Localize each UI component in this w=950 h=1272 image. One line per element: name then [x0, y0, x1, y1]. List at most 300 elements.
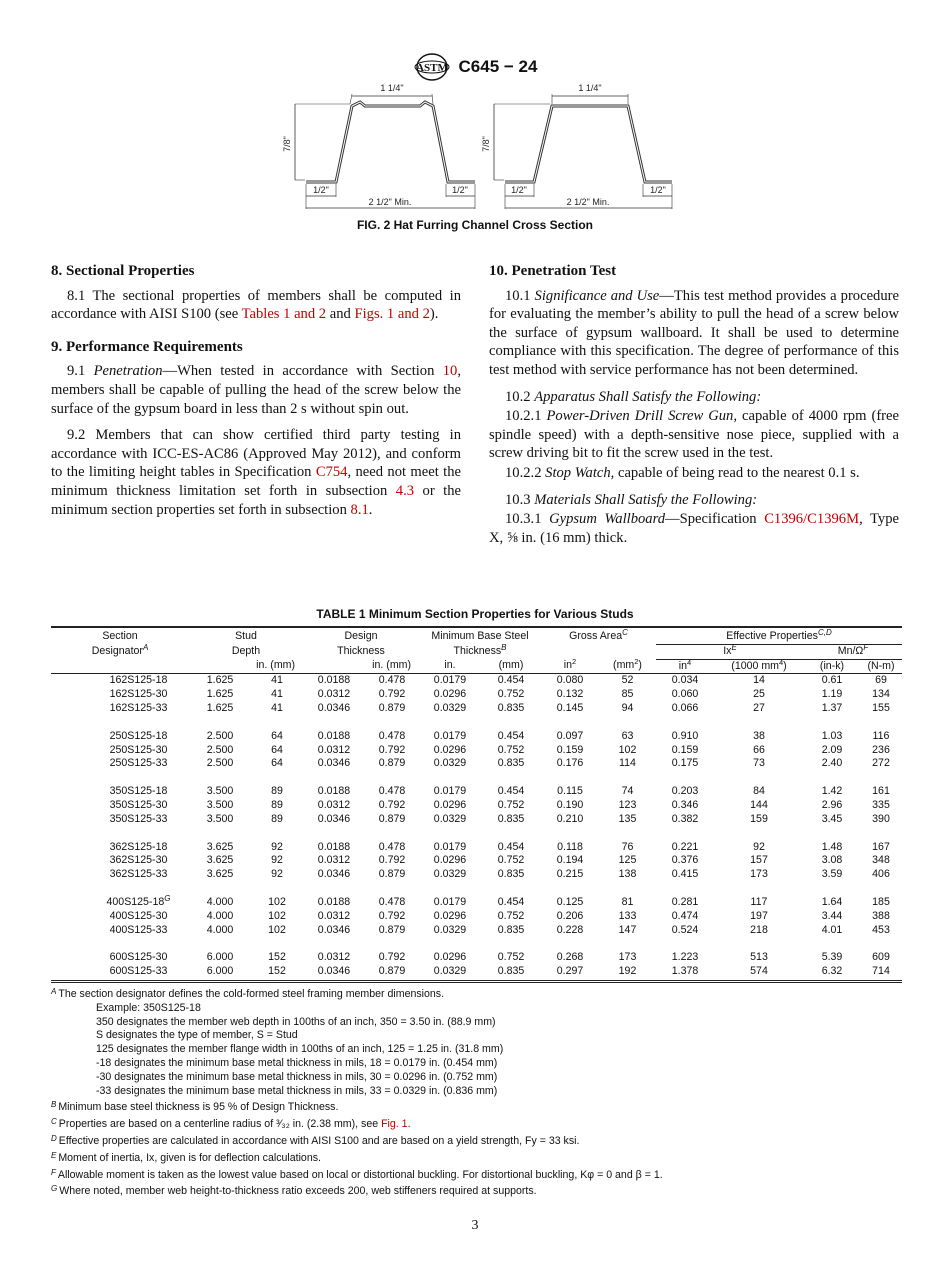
link-8-1[interactable]: 8.1 [350, 501, 369, 518]
cell-area-mm2: 147 [618, 923, 637, 936]
cell-design-mm: 0.792 [378, 798, 406, 811]
table-row [51, 757, 902, 771]
cell-depth-mm: 152 [268, 951, 286, 964]
cell-area-in2: 0.194 [556, 854, 584, 867]
header-design: Design [303, 627, 419, 644]
cell-design-in: 0.0346 [317, 701, 351, 714]
header-stud-units: in. (mm) [189, 659, 303, 674]
table-row [51, 854, 902, 868]
cell-depth-in: 3.625 [206, 868, 234, 881]
cell-area-in2: 0.176 [556, 757, 584, 770]
cell-depth-mm: 92 [271, 840, 283, 853]
cell-ix-in4: 0.415 [671, 868, 699, 881]
link-tables-1-2[interactable]: Tables 1 and 2 [241, 306, 327, 323]
cell-mn-ink: 1.48 [821, 840, 843, 853]
cell-mn-ink: 3.59 [821, 868, 843, 881]
footnote-a-line: -30 designates the minimum base metal thickness in mils, 30 = 0.0296 in. (0.752 mm) [96, 1070, 498, 1083]
paragraph-10-2-1: 10.2.1 Power-Driven Drill Screw Gun, capable of 4000 rpm (free spindle speed) with a depth-sensitive nose piece, supplied with a screw driving bit to fit the screw used in the test. [489, 408, 899, 462]
cell-area-in2: 0.190 [556, 798, 584, 811]
group-spacer [51, 937, 902, 951]
cell-design-in: 0.0312 [317, 854, 351, 867]
cell-design-mm: 0.478 [378, 785, 406, 798]
cell-min-in: 0.0329 [433, 868, 467, 881]
cell-designator: 400S125-33 [109, 923, 168, 936]
cell-depth-in: 4.000 [206, 923, 234, 936]
footnote-a-line: 350 designates the member web depth in 100ths of an inch, 350 = 3.50 in. (88.9 mm) [96, 1015, 496, 1028]
cell-depth-in: 1.625 [206, 701, 234, 714]
cell-depth-mm: 92 [271, 868, 283, 881]
cell-designator: 400S125-30 [109, 909, 168, 922]
cell-min-in: 0.0296 [433, 688, 467, 701]
dim-flange-left: 1/2" [511, 185, 527, 195]
header-design-units: in. (mm) [303, 659, 419, 674]
cell-area-in2: 0.118 [557, 840, 583, 853]
cell-ix-in4: 0.034 [671, 674, 699, 687]
section-8-heading: 8. Sectional Properties [51, 263, 195, 279]
cell-ix-mm4: 66 [753, 743, 765, 756]
cell-depth-in: 2.500 [206, 757, 234, 770]
cell-design-in: 0.0346 [317, 757, 351, 770]
cell-design-in: 0.0188 [317, 840, 351, 853]
cell-mn-ink: 0.61 [821, 674, 843, 687]
header-thickness: Thickness [337, 644, 385, 657]
cell-design-mm: 0.792 [378, 951, 406, 964]
cell-area-mm2: 52 [621, 674, 634, 687]
paragraph-9-1: 9.1 Penetration—When tested in accordance with Section 10, members shall be capable of pulling the head of the screw below the surface of the gypsum board in less than 2 s without spin out. [51, 363, 461, 417]
cell-mn-ink: 2.40 [821, 757, 843, 770]
cell-area-mm2: 81 [621, 895, 634, 908]
cell-min-mm: 0.835 [497, 701, 525, 714]
cell-area-in2: 0.228 [556, 923, 584, 936]
cell-ix-in4: 0.910 [671, 729, 699, 742]
cell-area-mm2: 85 [621, 688, 634, 701]
cell-area-in2: 0.215 [556, 868, 584, 881]
cell-design-mm: 0.792 [378, 688, 406, 701]
dim-top-width: 1 1/4" [380, 83, 404, 93]
cell-min-in: 0.0329 [433, 923, 467, 936]
cell-min-in: 0.0296 [433, 798, 467, 811]
cell-min-mm: 0.835 [497, 757, 525, 770]
section-properties-table [51, 626, 902, 983]
cell-depth-in: 6.000 [206, 951, 234, 964]
header-ix-mm4: (1000 $mm^4$) [714, 659, 804, 674]
cell-depth-mm: 64 [271, 757, 283, 770]
cell-min-in: 0.0179 [433, 674, 467, 687]
group-spacer [51, 882, 902, 896]
footnote-g: $^G$ Where noted, member web height-to-thickness ratio exceeds 200, web stiffeners required at supports. [51, 1184, 537, 1198]
cell-mn-nm: 69 [875, 674, 887, 687]
astm-logo-icon [413, 52, 451, 82]
header-mn-nm: (N-m) [860, 659, 902, 674]
table-row [51, 674, 902, 688]
header-effective: Effective Properties$^{C,D}$ [656, 627, 902, 644]
cell-ix-in4: 0.066 [671, 701, 699, 714]
cell-mn-ink: 3.45 [821, 812, 843, 825]
paragraph-10-3-1: 10.3.1 Gypsum Wallboard—Specification C1396/C1396M, Type X, ⅝ in. (16 mm) thick. [489, 511, 899, 546]
cell-ix-in4: 1.378 [656, 965, 714, 981]
dim-flange-right: 1/2" [452, 185, 468, 195]
cell-mn-nm: 155 [872, 701, 890, 714]
table-row [51, 910, 902, 924]
cell-area-mm2: 94 [621, 701, 634, 714]
cell-design-mm: 0.792 [378, 743, 406, 756]
cell-designator: 350S125-18 [109, 785, 168, 798]
cell-designator: 362S125-33 [109, 868, 168, 881]
dim-height: 7/8" [282, 136, 292, 152]
cell-depth-mm: 102 [268, 895, 286, 908]
footnote-c: $^C$ Properties are based on a centerline radius of ³⁄₃₂ in. (2.38 mm), see Fig. 1. [51, 1117, 411, 1131]
table-footnotes [51, 985, 911, 1199]
cell-ix-mm4: 197 [750, 909, 768, 922]
cell-area-mm2: 192 [599, 965, 656, 981]
svg-text:ASTM: ASTM [415, 62, 448, 74]
cell-designator: 350S125-33 [109, 812, 168, 825]
cell-ix-in4: 1.223 [671, 951, 699, 964]
cell-min-mm: 0.752 [497, 798, 525, 811]
table-title: TABLE 1 Minimum Section Properties for Various Studs [316, 607, 634, 621]
cell-ix-in4: 0.175 [671, 757, 699, 770]
cell-mn-ink: 1.03 [821, 729, 843, 742]
cell-mn-nm: 236 [872, 743, 890, 756]
footnote-b: $^B$ Minimum base steel thickness is 95 % of Design Thickness. [51, 1100, 339, 1114]
cell-depth-in: 6.000 [189, 965, 251, 981]
cell-mn-nm: 406 [872, 868, 890, 881]
cell-design-in: 0.0188 [317, 785, 351, 798]
header-mn: Mn/Ω$^F$ [804, 644, 902, 659]
cell-depth-in: 1.625 [206, 674, 234, 687]
cell-ix-mm4: 14 [753, 674, 765, 687]
paragraph-10-1: 10.1 Significance and Use—This test method provides a procedure for evaluating the member’s ability to pull the head of a screw below the surface of gypsum wallboard. It shall be used to determine compliance with this specification. The degree of performance of this test method with service performance has not been determined. [489, 287, 899, 378]
cell-ix-mm4: 574 [714, 965, 804, 981]
cell-area-in2: 0.206 [556, 909, 584, 922]
dim-flange-left: 1/2" [313, 185, 329, 195]
cell-design-mm: 0.879 [378, 757, 406, 770]
link-figs-1-2[interactable]: Figs. 1 and 2 [354, 306, 430, 323]
cell-area-mm2: 173 [618, 951, 637, 964]
cell-mn-nm: 167 [872, 840, 890, 853]
header-depth: Depth [231, 644, 261, 657]
table-row [51, 744, 902, 758]
cell-min-in: 0.0329 [433, 701, 467, 714]
cell-designator: 400S125-18$^G$ [106, 893, 171, 908]
cell-min-in: 0.0296 [433, 743, 467, 756]
cell-min-mm: 0.752 [497, 854, 525, 867]
cell-ix-in4: 0.474 [671, 909, 699, 922]
cell-area-in2: 0.297 [541, 965, 599, 981]
cell-design-in: 0.0346 [317, 868, 351, 881]
cell-design-in: 0.0312 [317, 743, 351, 756]
cell-depth-mm: 89 [271, 812, 283, 825]
table-row [51, 868, 902, 882]
cell-design-mm: 0.879 [365, 965, 419, 981]
cell-designator: 162S125-30 [109, 688, 168, 701]
cell-ix-in4: 0.221 [671, 840, 699, 853]
dim-base-width: 2 1/2" Min. [566, 197, 610, 207]
cell-min-mm: 0.752 [497, 951, 525, 964]
section-10-heading: 10. Penetration Test [489, 263, 617, 279]
cell-area-mm2: 133 [618, 909, 637, 922]
figure-caption: FIG. 2 Hat Furring Channel Cross Section [356, 218, 594, 232]
link-fig-1[interactable]: Fig. 1 [381, 1118, 408, 1131]
cell-ix-mm4: 92 [753, 840, 765, 853]
header-section: Section [51, 627, 189, 644]
cell-mn-nm: 116 [872, 729, 890, 742]
cell-ix-in4: 0.281 [671, 895, 699, 908]
group-spacer [51, 771, 902, 785]
cell-min-in: 0.0179 [433, 840, 467, 853]
cell-min-in: 0.0329 [419, 965, 481, 981]
cell-ix-in4: 0.159 [671, 743, 699, 756]
header-area-mm2: $(mm^2)$ [599, 659, 656, 674]
cell-ix-in4: 0.524 [671, 923, 699, 936]
cell-depth-in: 3.625 [206, 840, 234, 853]
cell-designator: 600S125-30 [109, 951, 168, 964]
header-designator: Designator$^A$ [91, 642, 149, 657]
cell-design-in: 0.0188 [317, 674, 351, 687]
cell-area-in2: 0.145 [556, 701, 584, 714]
cell-area-in2: 0.159 [556, 743, 584, 756]
link-c1396[interactable]: C1396/C1396M [764, 511, 860, 528]
header-stud: Stud [189, 627, 303, 644]
cell-design-in: 0.0312 [317, 951, 351, 964]
cell-design-mm: 0.792 [378, 909, 406, 922]
cell-design-mm: 0.478 [378, 840, 406, 853]
cell-min-mm: 0.835 [497, 812, 525, 825]
cell-min-mm: 0.835 [497, 923, 525, 936]
cell-designator: 350S125-30 [109, 798, 168, 811]
cell-mn-nm: 388 [872, 909, 890, 922]
paragraph-8-1: 8.1 The sectional properties of members shall be computed in accordance with AISI S100 (see Tables 1 and 2 and Figs. 1 and 2). [51, 287, 461, 323]
cell-mn-nm: 161 [872, 785, 890, 798]
header-min-mm: (mm) [481, 659, 541, 674]
cell-design-in: 0.0346 [317, 812, 351, 825]
cell-ix-in4: 0.382 [671, 812, 699, 825]
cell-design-mm: 0.478 [378, 729, 406, 742]
footnote-a-line: S designates the type of member, S = Stud [96, 1029, 298, 1042]
cell-area-mm2: 76 [621, 840, 634, 853]
cell-ix-mm4: 117 [750, 895, 768, 908]
cell-min-in: 0.0329 [433, 757, 467, 770]
cell-area-in2: 0.125 [556, 895, 584, 908]
cell-depth-in: 3.500 [206, 785, 234, 798]
cell-design-in: 0.0312 [317, 798, 351, 811]
cell-ix-mm4: 27 [753, 701, 765, 714]
cell-min-mm: 0.752 [497, 743, 525, 756]
cell-design-mm: 0.879 [378, 701, 406, 714]
table-row [51, 841, 902, 855]
cell-mn-ink: 2.09 [821, 743, 843, 756]
cell-designator: 250S125-18 [109, 729, 168, 742]
cell-ix-mm4: 157 [750, 854, 768, 867]
cell-design-in: 0.0188 [317, 729, 351, 742]
cell-mn-ink: 6.32 [804, 965, 860, 981]
cell-designator: 250S125-30 [109, 743, 168, 756]
cell-min-mm: 0.454 [497, 895, 525, 908]
cell-ix-mm4: 144 [750, 798, 768, 811]
cell-mn-ink: 2.96 [821, 798, 843, 811]
document-id: C645 − 24 [458, 57, 538, 76]
cell-designator: 600S125-33 [51, 965, 189, 981]
link-4-3[interactable]: 4.3 [395, 482, 415, 499]
header-area-in2: $in^2$ [541, 659, 599, 674]
cell-area-mm2: 125 [618, 854, 637, 867]
cell-min-in: 0.0329 [433, 812, 467, 825]
cell-area-mm2: 63 [621, 729, 634, 742]
cell-ix-mm4: 159 [750, 812, 768, 825]
cell-ix-in4: 0.060 [671, 688, 699, 701]
cell-depth-in: 3.500 [206, 798, 234, 811]
table-row [51, 813, 902, 827]
cell-depth-mm: 102 [268, 909, 286, 922]
footnote-a-line: -33 designates the minimum base metal thickness in mils, 33 = 0.0329 in. (0.836 mm) [96, 1084, 498, 1097]
cell-mn-nm: 185 [872, 895, 890, 908]
paragraph-10-2-2: 10.2.2 Stop Watch, capable of being read to the nearest 0.1 s. [505, 464, 860, 481]
cell-min-mm: 0.752 [497, 688, 525, 701]
paragraph-10-2: 10.2 Apparatus Shall Satisfy the Following: [505, 388, 762, 405]
header-min-base: Minimum Base Steel [419, 627, 541, 644]
cell-mn-nm: 272 [872, 757, 890, 770]
table-row [51, 785, 902, 799]
cell-mn-nm: 453 [872, 923, 890, 936]
cell-area-mm2: 138 [618, 868, 637, 881]
header-ix: Ix$^E$ [656, 644, 804, 659]
cell-depth-mm: 92 [271, 854, 283, 867]
cell-designator: 162S125-33 [109, 701, 168, 714]
cell-mn-ink: 1.19 [821, 688, 843, 701]
cell-mn-ink: 5.39 [821, 951, 843, 964]
left-column [51, 262, 461, 527]
cell-ix-mm4: 73 [753, 757, 765, 770]
cell-mn-nm: 348 [872, 854, 890, 867]
cell-area-in2: 0.132 [556, 688, 584, 701]
cell-min-mm: 0.835 [481, 965, 541, 981]
cell-depth-mm: 41 [271, 688, 283, 701]
cell-mn-ink: 1.42 [821, 785, 843, 798]
cell-min-mm: 0.454 [497, 785, 525, 798]
cell-min-in: 0.0296 [433, 951, 467, 964]
cell-min-in: 0.0179 [433, 729, 467, 742]
cell-depth-in: 1.625 [206, 688, 234, 701]
cell-depth-mm: 102 [268, 923, 286, 936]
hat-channel-figure [270, 83, 690, 217]
table-row [51, 702, 902, 716]
cell-design-in: 0.0188 [317, 895, 351, 908]
cell-min-mm: 0.454 [497, 729, 525, 742]
cell-design-mm: 0.879 [378, 868, 406, 881]
cell-depth-in: 4.000 [206, 909, 234, 922]
paragraph-10-3: 10.3 Materials Shall Satisfy the Following: [505, 491, 758, 508]
cell-area-mm2: 135 [618, 812, 637, 825]
group-spacer [51, 716, 902, 730]
dim-flange-right: 1/2" [650, 185, 666, 195]
cell-ix-in4: 0.346 [671, 798, 699, 811]
cell-design-mm: 0.879 [378, 812, 406, 825]
cell-design-in: 0.0346 [303, 965, 365, 981]
cell-area-in2: 0.210 [556, 812, 584, 825]
footnote-e: $^E$ Moment of inertia, Ix, given is for deflection calculations. [51, 1150, 321, 1164]
cell-depth-in: 2.500 [206, 729, 234, 742]
table-row [51, 896, 902, 910]
cell-min-in: 0.0296 [433, 854, 467, 867]
footnote-a-line: 125 designates the member flange width in 100ths of an inch, 125 = 1.25 in. (31.8 mm) [96, 1043, 504, 1056]
cell-depth-mm: 41 [271, 674, 283, 687]
table-row [51, 951, 902, 965]
cell-depth-in: 2.500 [206, 743, 234, 756]
table-row [51, 688, 902, 702]
cell-depth-mm: 64 [271, 729, 283, 742]
section-9-heading: 9. Performance Requirements [51, 338, 243, 355]
cell-mn-nm: 335 [872, 798, 890, 811]
paragraph-9-2: 9.2 Members that can show certified third party testing in accordance with ICC-ES-AC86 (Approved May 2012), and conform to the limiting height tables in Specification C754, need not meet the minimum thickness limitation set forth in subsection 4.3 or the minimum section properties set forth in subsection 8.1. [51, 427, 461, 518]
right-column [489, 262, 899, 555]
cell-depth-mm: 89 [271, 798, 283, 811]
cell-mn-nm: 390 [872, 812, 890, 825]
cell-ix-in4: 0.203 [671, 785, 699, 798]
table-row [51, 965, 902, 981]
cell-depth-in: 3.625 [206, 854, 234, 867]
dim-height: 7/8" [481, 136, 491, 152]
link-c754[interactable]: C754 [315, 464, 348, 481]
cell-min-mm: 0.454 [497, 674, 525, 687]
footnote-a: $^A$ The section designator defines the cold-formed steel framing member dimensions. [51, 987, 445, 1000]
cell-mn-nm: 609 [872, 951, 890, 964]
cell-mn-ink: 1.37 [821, 701, 843, 714]
cell-ix-mm4: 38 [753, 729, 765, 742]
cell-depth-mm: 89 [271, 785, 283, 798]
cell-design-mm: 0.478 [378, 674, 406, 687]
cell-depth-mm: 64 [271, 743, 283, 756]
cell-ix-mm4: 218 [750, 923, 768, 936]
header-min-in: in. [419, 659, 481, 674]
cell-min-mm: 0.454 [497, 840, 525, 853]
cell-min-in: 0.0179 [433, 785, 467, 798]
footnote-d: $^D$ Effective properties are calculated in accordance with AISI S100 and are based on a yield strength, Fy = 33 ksi. [51, 1133, 580, 1147]
cell-ix-mm4: 84 [753, 785, 765, 798]
cell-area-in2: 0.115 [557, 785, 583, 798]
cell-area-mm2: 123 [618, 798, 637, 811]
footnote-a-line: Example: 350S125-18 [96, 1001, 201, 1014]
cell-design-mm: 0.879 [378, 923, 406, 936]
dim-base-width: 2 1/2" Min. [368, 197, 412, 207]
link-section-10[interactable]: 10 [442, 363, 458, 380]
page-number: 3 [471, 1218, 479, 1233]
cell-design-in: 0.0312 [317, 688, 351, 701]
cell-design-in: 0.0346 [317, 923, 351, 936]
cell-area-in2: 0.080 [556, 674, 584, 687]
footnote-f: $^F$ Allowable moment is taken as the lowest value based on local or distortional buckling. For distortional buckling, Kφ = 0 and β = 1. [51, 1167, 663, 1181]
cell-area-in2: 0.097 [556, 729, 584, 742]
cell-designator: 362S125-30 [109, 854, 168, 867]
cell-min-in: 0.0179 [433, 895, 467, 908]
cell-min-mm: 0.835 [497, 868, 525, 881]
cell-depth-in: 4.000 [206, 895, 234, 908]
cell-area-in2: 0.268 [556, 951, 584, 964]
cell-depth-mm: 152 [251, 965, 303, 981]
table-row [51, 730, 902, 744]
header-mn-ink: (in-k) [804, 659, 860, 674]
cell-area-mm2: 74 [621, 785, 634, 798]
cell-ix-mm4: 173 [750, 868, 768, 881]
header-gross-area: Gross Area$^C$ [541, 627, 656, 644]
cell-ix-in4: 0.376 [671, 854, 699, 867]
cell-min-in: 0.0296 [433, 909, 467, 922]
cell-depth-in: 3.500 [206, 812, 234, 825]
cell-design-mm: 0.792 [378, 854, 406, 867]
footnote-a-line: -18 designates the minimum base metal thickness in mils, 18 = 0.0179 in. (0.454 mm) [96, 1056, 498, 1069]
cell-mn-ink: 1.64 [821, 895, 843, 908]
cell-designator: 362S125-18 [109, 840, 168, 853]
cell-mn-ink: 3.44 [821, 909, 843, 922]
